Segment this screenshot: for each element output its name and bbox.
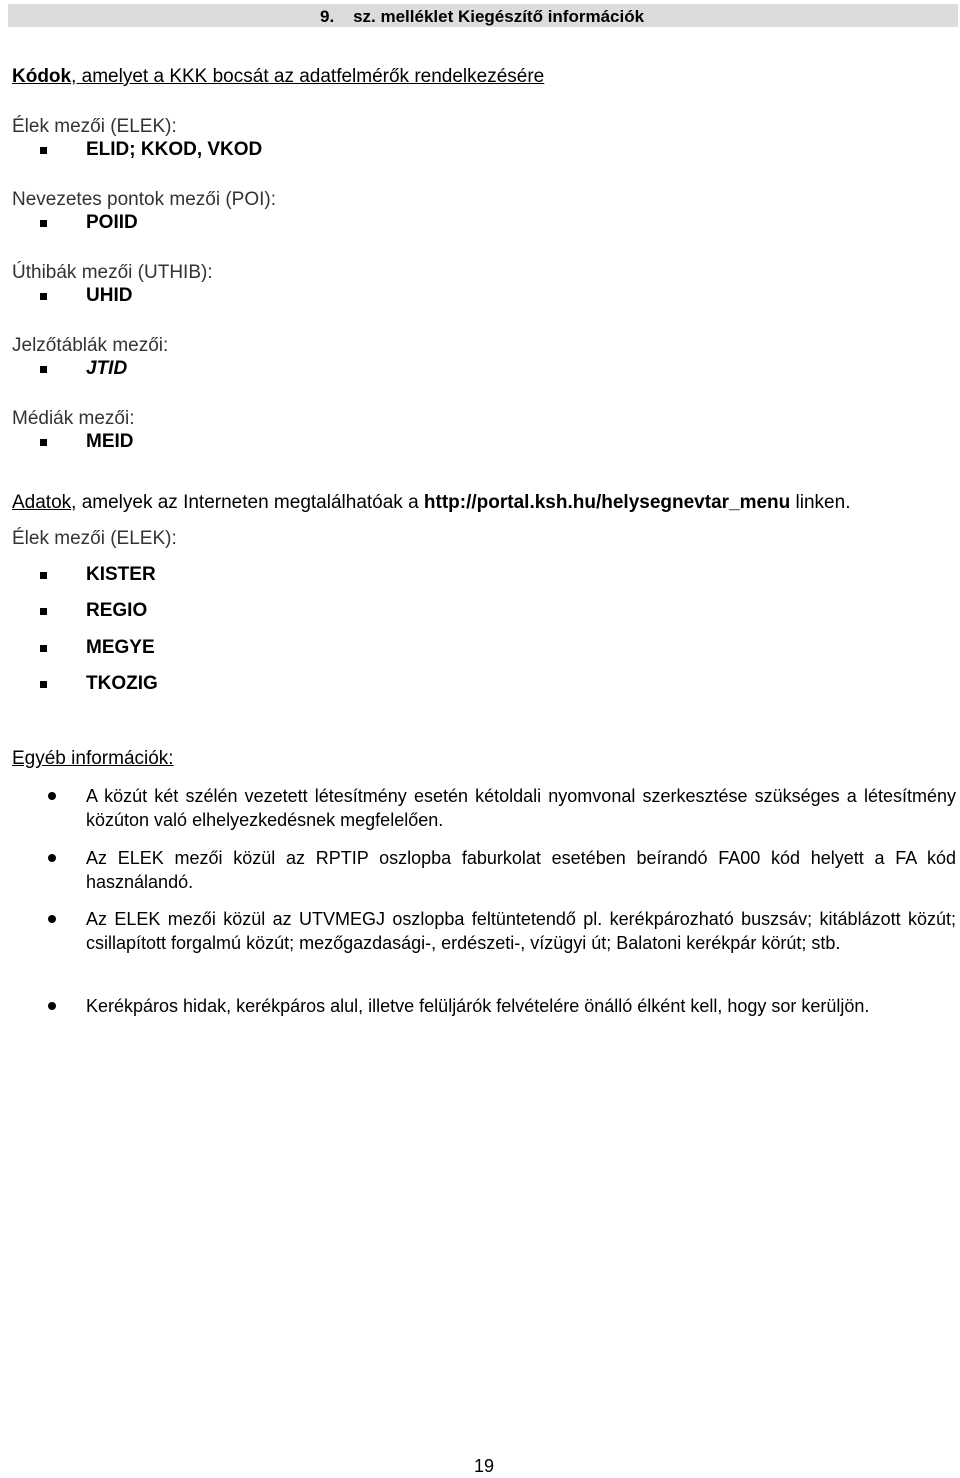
round-bullet-icon <box>48 1002 56 1010</box>
internet-intro-after-link: linken. <box>790 492 851 513</box>
list-item <box>48 784 956 832</box>
square-bullet-icon <box>40 645 47 652</box>
list-item <box>48 846 956 894</box>
list-item <box>40 636 155 660</box>
list-item <box>40 599 147 623</box>
code-uthib: UHID <box>86 285 133 306</box>
other-info-heading: Egyéb információk: <box>12 748 174 769</box>
group-label-jelzotablak: Jelzőtáblák mezői: <box>12 335 169 356</box>
square-bullet-icon <box>40 147 47 154</box>
round-bullet-icon <box>48 854 56 862</box>
other-info-text: Kerékpáros hidak, kerékpáros alul, illetve felüljárók felvételére önálló élként kell, hogy sor kerüljön. <box>86 996 870 1016</box>
square-bullet-icon <box>40 366 47 373</box>
internet-group-label: Élek mezői (ELEK): <box>12 528 177 549</box>
internet-intro-before-link: , amelyek az Interneten megtalálhatóak a <box>71 492 424 513</box>
round-bullet-icon <box>48 792 56 800</box>
page-header-title: 9. sz. melléklet Kiegészítő információk <box>320 7 645 26</box>
square-bullet-icon <box>40 608 47 615</box>
group-label-poi: Nevezetes pontok mezői (POI): <box>12 189 276 210</box>
page-number: 19 <box>473 1456 495 1476</box>
other-info-text: A közút két szélén vezetett létesítmény esetén kétoldali nyomvonal szerkesztése szükséges a létesítmény közúton való elhelyezkedésnek megfelelően. <box>86 786 956 830</box>
list-item <box>40 211 138 235</box>
list-item <box>40 138 262 162</box>
square-bullet-icon <box>40 220 47 227</box>
field-tkozig: TKOZIG <box>86 673 158 694</box>
field-kister: KISTER <box>86 564 156 585</box>
code-poi: POIID <box>86 212 138 233</box>
code-jelzotablak: JTID <box>86 358 128 379</box>
round-bullet-icon <box>48 915 56 923</box>
list-item <box>40 430 134 454</box>
code-mediak: MEID <box>86 431 134 452</box>
codes-heading-rest: , amelyet a KKK bocsát az adatfelmérők rendelkezésére <box>71 66 545 87</box>
ksh-link[interactable]: http://portal.ksh.hu/helysegnevtar_menu <box>423 492 791 513</box>
square-bullet-icon <box>40 572 47 579</box>
field-megye: MEGYE <box>86 637 155 658</box>
internet-intro <box>12 492 850 514</box>
code-elek: ELID; KKOD, VKOD <box>86 139 263 160</box>
field-regio: REGIO <box>86 600 148 621</box>
codes-heading <box>12 66 544 88</box>
list-item <box>40 284 132 308</box>
square-bullet-icon <box>40 681 47 688</box>
other-info-text: Az ELEK mezői közül az RPTIP oszlopba faburkolat esetében beírandó FA00 kód helyett a FA kód használandó. <box>86 848 956 892</box>
list-item <box>48 907 956 955</box>
group-label-uthib: Úthibák mezői (UTHIB): <box>12 262 213 283</box>
square-bullet-icon <box>40 439 47 446</box>
list-item <box>40 357 127 381</box>
list-item <box>40 672 158 696</box>
list-item <box>40 563 156 587</box>
other-info-text: Az ELEK mezői közül az UTVMEGJ oszlopba feltüntetendő pl. kerékpározható buszsáv; kitáblázott közút; csillapított forgalmú közút; mezőgazdasági-, erdészeti-, vízügyi út; Balatoni kerékpár körút; stb. <box>86 909 956 953</box>
internet-intro-keyword: Adatok <box>12 492 72 513</box>
group-label-elek: Élek mezői (ELEK): <box>12 116 177 137</box>
list-item <box>48 994 956 1018</box>
square-bullet-icon <box>40 293 47 300</box>
group-label-mediak: Médiák mezői: <box>12 408 135 429</box>
codes-heading-keyword: Kódok <box>12 66 72 87</box>
